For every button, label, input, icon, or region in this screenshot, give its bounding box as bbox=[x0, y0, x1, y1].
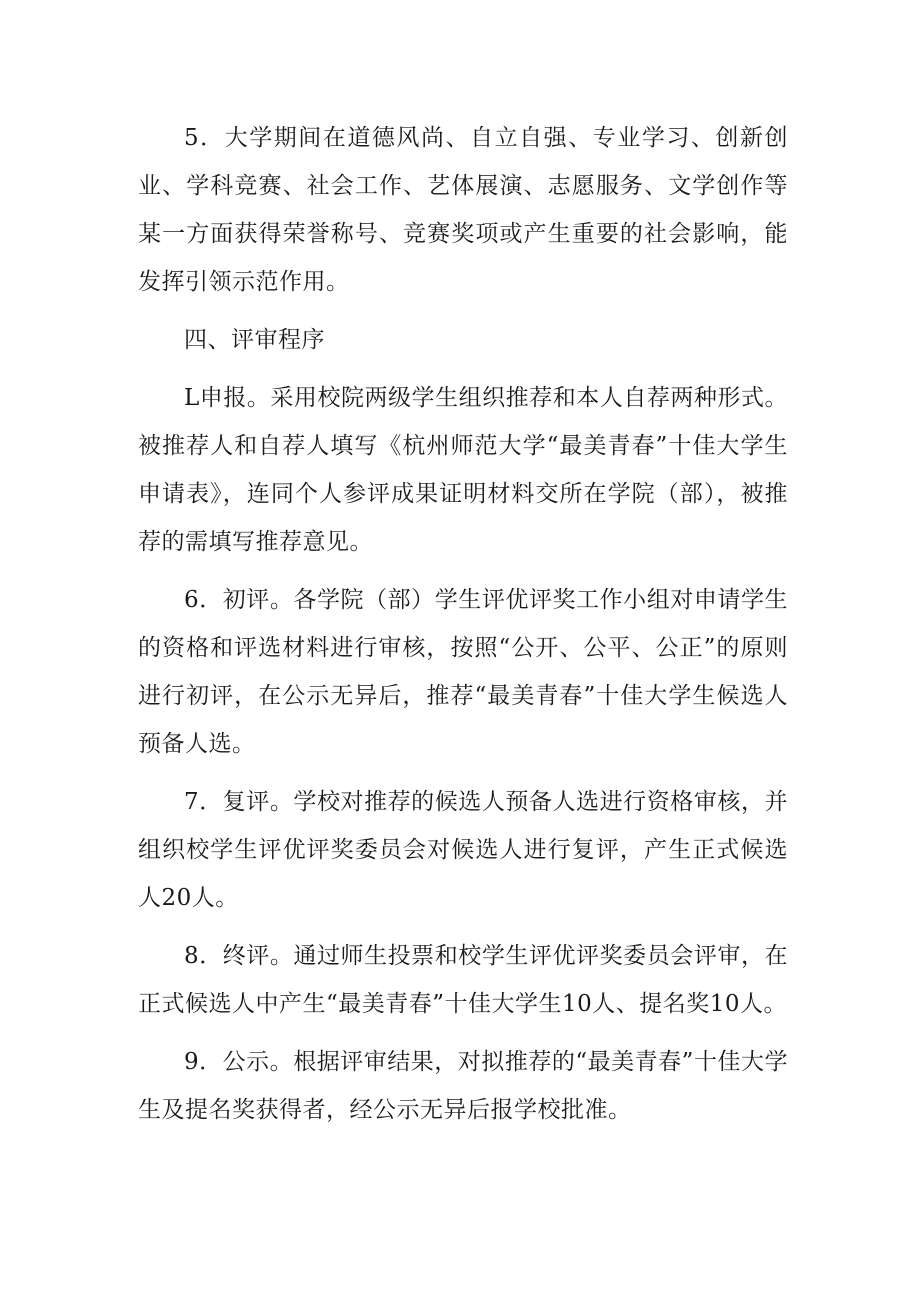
paragraph-criterion-5: 5．大学期间在道德风尚、自立自强、专业学习、创新创业、学科竞赛、社会工作、艺体展演、志愿服务、文学创作等某一方面获得荣誉称号、竞赛奖项或产生重要的社会影响，能发挥引领示范作用。 bbox=[138, 125, 788, 295]
section-heading-review-procedure: 四、评审程序 bbox=[184, 327, 325, 353]
paragraph-preliminary-review: 6．初评。各学院（部）学生评优评奖工作小组对申请学生的资格和评选材料进行审核，按照“公开、公平、公正”的原则进行初评，在公示无异后，推荐“最美青春”十佳大学生候选人预备人选。 bbox=[138, 587, 788, 757]
paragraph-second-review: 7．复评。学校对推荐的候选人预备人选进行资格审核，并组织校学生评优评奖委员会对候选人进行复评，产生正式候选人20人。 bbox=[138, 789, 788, 911]
paragraph-final-review: 8．终评。通过师生投票和校学生评优评奖委员会评审，在正式候选人中产生“最美青春”十佳大学生10人、提名奖10人。 bbox=[138, 943, 788, 1017]
paragraph-application: L申报。采用校院两级学生组织推荐和本人自荐两种形式。被推荐人和自荐人填写《杭州师范大学“最美青春”十佳大学生申请表》，连同个人参评成果证明材料交所在学院（部），被推荐的需填写推荐意见。 bbox=[138, 385, 788, 555]
document-body bbox=[138, 114, 788, 1144]
paragraph-public-notice: 9．公示。根据评审结果，对拟推荐的“最美青春”十佳大学生及提名奖获得者，经公示无异后报学校批准。 bbox=[138, 1049, 788, 1123]
